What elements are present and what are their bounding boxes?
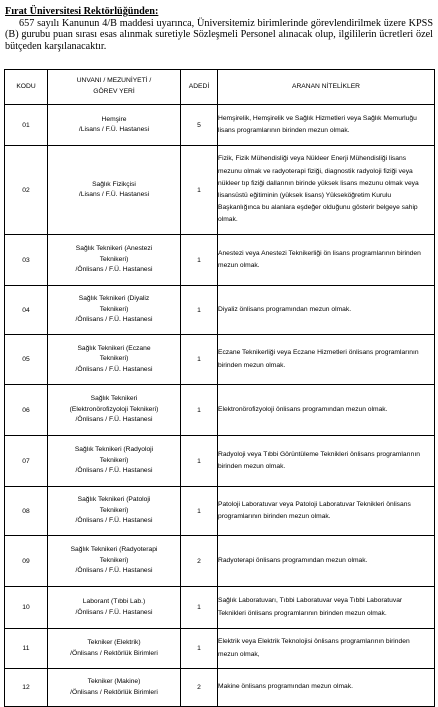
row-nitelik-line: Hemşirelik, Hemşirelik ve Sağlık Hizmetleri veya Sağlık Memurluğu bbox=[218, 114, 417, 122]
row-adedi: 1 bbox=[181, 385, 218, 436]
announcement-intro: 657 sayılı Kanunun 4/B maddesi uyarınca, Üniversitemiz birimlerinde görevlendirilmek üzere KPSS (B) gurubu puan sırası esas alınmak suretiyle Sözleşmeli Personel alınacak olup, ilgililerin ücretleri özel bütçeden karşılanacaktır. bbox=[5, 17, 433, 52]
row-unvan-line: /Önlisans / F.Ü. Hastanesi bbox=[75, 467, 153, 475]
row-adedi: 1 bbox=[181, 335, 218, 385]
row-nitelik bbox=[218, 629, 435, 669]
row-nitelik bbox=[218, 235, 435, 286]
row-adedi: 1 bbox=[181, 235, 218, 286]
row-unvan-line: Teknikeri) bbox=[99, 255, 129, 263]
table-row bbox=[5, 436, 435, 487]
row-kodu: 08 bbox=[5, 487, 48, 536]
row-unvan-line: /Önlisans / Rektörlük Birimleri bbox=[70, 649, 158, 657]
row-unvan bbox=[48, 335, 181, 385]
row-unvan bbox=[48, 286, 181, 335]
column-header-unvan bbox=[48, 70, 181, 105]
row-unvan-line: Sağlık Teknikeri bbox=[90, 395, 138, 403]
row-adedi: 1 bbox=[181, 436, 218, 487]
row-unvan-line: Teknikeri) bbox=[99, 305, 129, 313]
row-nitelik-line: mezun olmak. bbox=[218, 262, 260, 269]
row-nitelik bbox=[218, 146, 435, 235]
table-row bbox=[5, 146, 435, 235]
row-nitelik-line: Fizik, Fizik Mühendisliği veya Nükleer Enerji Mühendisliği lisans bbox=[218, 155, 407, 163]
table-row bbox=[5, 487, 435, 536]
table-row bbox=[5, 587, 435, 629]
row-unvan-line: /Önlisans / F.Ü. Hastanesi bbox=[75, 608, 153, 616]
row-adedi: 1 bbox=[181, 286, 218, 335]
row-unvan bbox=[48, 487, 181, 536]
row-kodu: 07 bbox=[5, 436, 48, 487]
row-nitelik bbox=[218, 487, 435, 536]
row-unvan-line: Sağlık Teknikeri (Eczane bbox=[77, 344, 151, 352]
column-header-nitelikler: ARANAN NİTELİKLER bbox=[218, 70, 435, 105]
row-nitelik-line: Anestezi veya Anestezi Teknikerliği ön lisans programlarının birinden bbox=[218, 249, 421, 257]
announcement-header bbox=[5, 6, 433, 52]
row-adedi: 1 bbox=[181, 146, 218, 235]
row-adedi: 5 bbox=[181, 105, 218, 146]
row-nitelik-line: Başkanlığınca bu alanlara eşdeğer olduğunu gösterir belgeye sahip bbox=[218, 204, 418, 212]
row-kodu: 06 bbox=[5, 385, 48, 436]
announcement-title: Fırat Üniversitesi Rektörlüğünden: bbox=[5, 6, 159, 17]
row-unvan-line: Tekniker (Elektrik) bbox=[87, 639, 141, 647]
row-nitelik bbox=[218, 286, 435, 335]
row-nitelik bbox=[218, 669, 435, 707]
row-unvan-line: Teknikeri) bbox=[99, 556, 129, 564]
row-kodu: 09 bbox=[5, 536, 48, 587]
row-unvan bbox=[48, 536, 181, 587]
column-header-unvan-line: UNVANI / MEZUNİYETİ / bbox=[76, 77, 152, 85]
column-header-unvan-line: GÖREV YERİ bbox=[93, 88, 135, 95]
row-adedi: 2 bbox=[181, 669, 218, 707]
row-nitelik-line: Radyoterapi önlisans programından mezun olmak. bbox=[218, 556, 368, 564]
row-kodu: 12 bbox=[5, 669, 48, 707]
row-unvan-line: /Lisans / F.Ü. Hastanesi bbox=[78, 191, 150, 198]
row-unvan bbox=[48, 587, 181, 629]
row-nitelik bbox=[218, 385, 435, 436]
row-adedi: 1 bbox=[181, 487, 218, 536]
row-nitelik-line: Teknikleri önlisans programlarının birinden mezun olmak. bbox=[218, 609, 387, 617]
row-nitelik-line: mezun olmak, bbox=[218, 650, 260, 658]
table-row bbox=[5, 629, 435, 669]
positions-table bbox=[4, 69, 435, 707]
row-nitelik-line: birinden mezun olmak. bbox=[218, 361, 286, 369]
row-adedi: 1 bbox=[181, 629, 218, 669]
row-nitelik-line: Elektrik veya Elektrik Teknolojisi önlisans programlarının birinden bbox=[218, 638, 410, 646]
row-kodu: 02 bbox=[5, 146, 48, 235]
row-unvan-line: Laborant (Tıbbi Lab.) bbox=[82, 598, 146, 606]
row-unvan-line: /Önlisans / F.Ü. Hastanesi bbox=[75, 365, 153, 373]
row-unvan bbox=[48, 105, 181, 146]
row-unvan-line: Sağlık Teknikeri (Diyaliz bbox=[78, 295, 150, 303]
row-unvan-line: Sağlık Teknikeri (Radyoterapi bbox=[70, 546, 158, 554]
row-unvan-line: /Önlisans / F.Ü. Hastanesi bbox=[75, 316, 153, 324]
row-kodu: 04 bbox=[5, 286, 48, 335]
row-unvan-line: (Elektronörofizyoloji Teknikeri) bbox=[69, 405, 159, 413]
row-unvan-line: Sağlık Teknikeri (Radyoloji bbox=[74, 446, 154, 454]
column-header-kodu: KODU bbox=[5, 70, 48, 105]
row-nitelik-line: Diyaliz önlisans programından mezun olmak. bbox=[218, 305, 352, 313]
row-nitelik-line: Radyoloji veya Tıbbi Görüntüleme Teknikleri önlisans programlarının bbox=[218, 450, 420, 458]
row-nitelik-line: nükleer tıp fiziği dallarının birinde yüksek lisans mezunu olmak veya bbox=[218, 179, 419, 187]
row-unvan-line: Sağlık Fizikçisi bbox=[92, 180, 136, 188]
table-row bbox=[5, 335, 435, 385]
row-kodu: 03 bbox=[5, 235, 48, 286]
table-row bbox=[5, 669, 435, 707]
table-row bbox=[5, 385, 435, 436]
column-header-adedi: ADEDİ bbox=[181, 70, 218, 105]
row-nitelik bbox=[218, 335, 435, 385]
row-unvan-line: Tekniker (Makine) bbox=[87, 678, 141, 686]
row-nitelik bbox=[218, 587, 435, 629]
row-nitelik-line: lisans programlarının birinden mezun olmak. bbox=[218, 127, 350, 134]
row-nitelik bbox=[218, 105, 435, 146]
row-unvan-line: Sağlık Teknikeri (Patoloji bbox=[77, 496, 151, 504]
row-adedi: 1 bbox=[181, 587, 218, 629]
row-nitelik-line: programlarının birinden mezun olmak. bbox=[218, 513, 331, 520]
row-unvan bbox=[48, 629, 181, 669]
row-unvan-line: /Önlisans / Rektörlük Birimleri bbox=[70, 688, 158, 696]
row-kodu: 01 bbox=[5, 105, 48, 146]
table-row bbox=[5, 536, 435, 587]
row-unvan bbox=[48, 436, 181, 487]
row-nitelik-line: Eczane Teknikerliği veya Eczane Hizmetleri önlisans programlarının bbox=[218, 349, 419, 357]
row-kodu: 05 bbox=[5, 335, 48, 385]
row-unvan-line: /Önlisans / F.Ü. Hastanesi bbox=[75, 416, 153, 424]
table-row bbox=[5, 286, 435, 335]
row-nitelik-line: olmak. bbox=[218, 216, 238, 224]
row-unvan-line: /Lisans / F.Ü. Hastanesi bbox=[78, 126, 150, 133]
row-unvan-line: Hemşire bbox=[101, 115, 127, 123]
row-nitelik bbox=[218, 436, 435, 487]
row-unvan bbox=[48, 669, 181, 707]
row-unvan-line: Sağlık Teknikeri (Anestezi bbox=[75, 245, 153, 253]
row-unvan-line: /Önlisans / F.Ü. Hastanesi bbox=[75, 266, 153, 274]
table-row bbox=[5, 235, 435, 286]
row-unvan bbox=[48, 146, 181, 235]
row-nitelik-line: Sağlık Laboratuvarı, Tıbbi Laboratuvar veya Tıbbi Laboratuvar bbox=[218, 597, 403, 605]
row-unvan-line: Teknikeri) bbox=[99, 506, 129, 514]
row-nitelik bbox=[218, 536, 435, 587]
row-adedi: 2 bbox=[181, 536, 218, 587]
row-nitelik-line: Elektronörofizyoloji önlisans programından mezun olmak. bbox=[218, 405, 388, 413]
row-unvan-line: Teknikeri) bbox=[99, 456, 129, 464]
row-unvan-line: Teknikeri) bbox=[99, 355, 129, 363]
row-nitelik-line: Patoloji Laboratuvar veya Patoloji Laboratuvar Teknikleri önlisans bbox=[218, 500, 411, 508]
row-unvan-line: /Önlisans / F.Ü. Hastanesi bbox=[75, 517, 153, 525]
row-nitelik-line: Makine önlisans programından mezun olmak. bbox=[218, 683, 353, 691]
row-unvan bbox=[48, 385, 181, 436]
row-nitelik-line: birinden mezun olmak. bbox=[218, 463, 286, 470]
row-nitelik-line: mezunu olmak ve radyoterapi fiziği, diagnostik radyoloji fiziği veya bbox=[218, 167, 413, 175]
row-unvan bbox=[48, 235, 181, 286]
row-nitelik-line: lisansüstü eğitiminin (yüksek lisans) Yükseköğretim Kurulu bbox=[218, 192, 392, 199]
row-kodu: 10 bbox=[5, 587, 48, 629]
table-header-row bbox=[5, 70, 435, 105]
row-kodu: 11 bbox=[5, 629, 48, 669]
table-row bbox=[5, 105, 435, 146]
row-unvan-line: /Önlisans / F.Ü. Hastanesi bbox=[75, 567, 153, 575]
